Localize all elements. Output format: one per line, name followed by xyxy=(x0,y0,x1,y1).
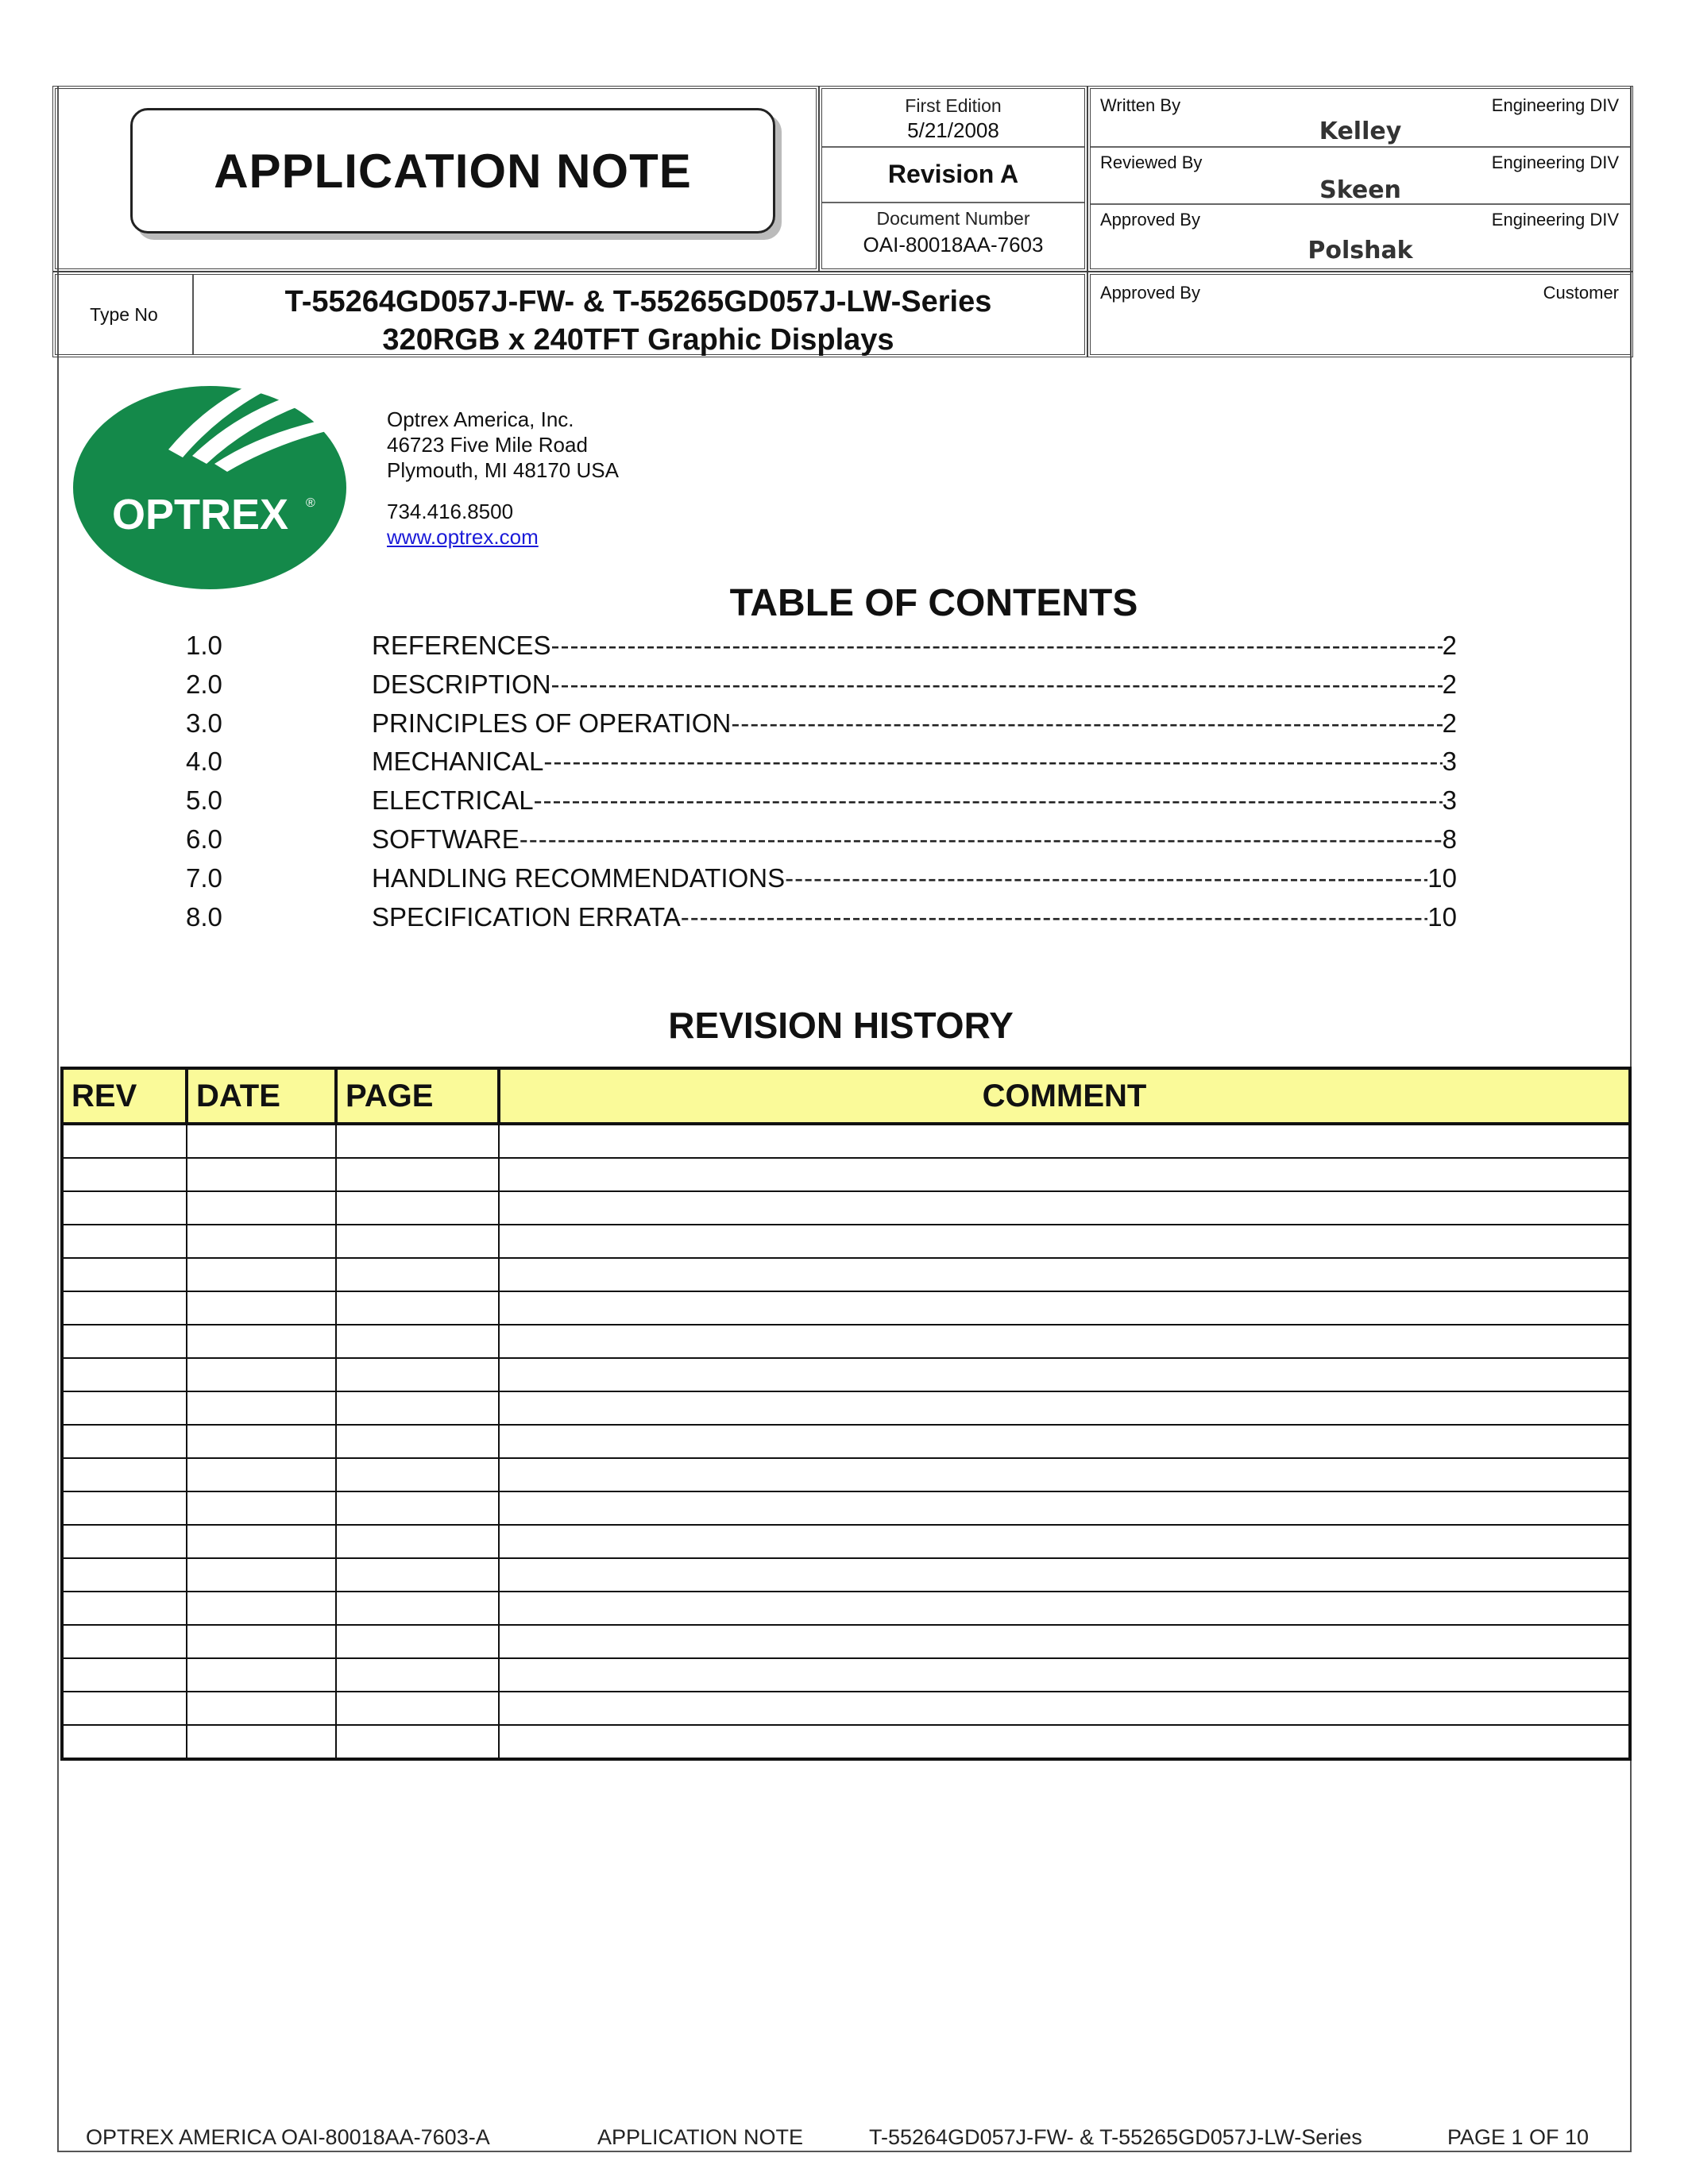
signoff-approved xyxy=(1091,203,1630,268)
optrex-logo-icon xyxy=(73,370,359,592)
revision-cell-rev xyxy=(62,1425,187,1458)
revision-cell-comment xyxy=(499,1658,1630,1692)
revision-row xyxy=(62,1225,1630,1258)
revision-cell-page xyxy=(336,1225,499,1258)
revision-cell-date xyxy=(187,1124,336,1158)
toc-entry-title: PRINCIPLES OF OPERATION xyxy=(372,708,732,738)
signoff-role: Written By xyxy=(1100,95,1181,115)
toc-entry-number: 3.0 xyxy=(186,708,222,738)
revision-cell-date xyxy=(187,1592,336,1625)
revision-cell-page xyxy=(336,1725,499,1759)
revision-cell-page xyxy=(336,1658,499,1692)
toc-entry-page: 8 xyxy=(1442,824,1457,854)
toc-entry-number: 4.0 xyxy=(186,747,222,777)
revision-row xyxy=(62,1658,1630,1692)
toc-entry-page: 2 xyxy=(1442,631,1457,660)
toc-entry[interactable] xyxy=(186,747,1457,785)
toc-entry-page: 2 xyxy=(1442,669,1457,699)
revision-cell-comment xyxy=(499,1258,1630,1291)
revision-cell-comment xyxy=(499,1124,1630,1158)
toc-entry-page: 3 xyxy=(1442,747,1457,777)
revision-cell-rev xyxy=(62,1325,187,1358)
doc-number-label: Document Number xyxy=(876,208,1030,229)
revision-cell-page xyxy=(336,1692,499,1725)
toc-entry-title: MECHANICAL xyxy=(372,747,544,777)
revision-cell-page xyxy=(336,1558,499,1592)
revision-cell-date xyxy=(187,1325,336,1358)
svg-text:®: ® xyxy=(306,496,315,510)
toc-leader-dots xyxy=(543,747,1442,777)
signoff-role: Reviewed By xyxy=(1100,152,1203,172)
title-cell xyxy=(52,86,819,272)
revision-cell-date xyxy=(187,1625,336,1658)
revision-cell-date xyxy=(187,1558,336,1592)
company-street: 46723 Five Mile Road xyxy=(387,433,588,457)
toc-entry[interactable] xyxy=(186,631,1457,669)
toc-entry-line xyxy=(372,863,1457,893)
revision-cell-comment xyxy=(499,1191,1630,1225)
revision-cell-rev xyxy=(62,1491,187,1525)
revision-cell-page xyxy=(336,1124,499,1158)
toc-entry-title: SPECIFICATION ERRATA xyxy=(372,901,681,932)
toc-entry-number: 1.0 xyxy=(186,631,222,660)
revision-row xyxy=(62,1491,1630,1525)
revision-cell-rev xyxy=(62,1658,187,1692)
signoff-div: Engineering DIV xyxy=(1491,152,1619,172)
revision-row xyxy=(62,1124,1630,1158)
revision-cell-rev xyxy=(62,1225,187,1258)
revision-cell-date xyxy=(187,1692,336,1725)
revision-cell-comment xyxy=(499,1725,1630,1759)
revision-cell-rev xyxy=(62,1391,187,1425)
revision-cell-rev xyxy=(62,1358,187,1391)
revision-row xyxy=(62,1191,1630,1225)
revision-cell-date xyxy=(187,1458,336,1491)
revision-cell-date xyxy=(187,1258,336,1291)
revision-cell-date xyxy=(187,1658,336,1692)
revision-cell-comment xyxy=(499,1525,1630,1558)
toc-entry-number: 2.0 xyxy=(186,669,222,699)
revision-cell-date xyxy=(187,1191,336,1225)
revision-cell-rev xyxy=(62,1191,187,1225)
toc-entry-page: 10 xyxy=(1427,862,1457,893)
toc-entry-number: 6.0 xyxy=(186,824,222,854)
revision-row xyxy=(822,146,1084,203)
company-phone: 734.416.8500 xyxy=(387,500,514,523)
logo-text: OPTREX xyxy=(111,491,289,538)
title-box xyxy=(130,108,775,233)
revision-cell-rev xyxy=(62,1692,187,1725)
footer-company: OPTREX AMERICA OAI-80018AA-7603-A xyxy=(86,2125,490,2149)
revision-cell-comment xyxy=(499,1391,1630,1425)
customer-approval-cell xyxy=(1087,272,1633,357)
revision-header-row xyxy=(62,1068,1630,1124)
revision-cell-date xyxy=(187,1525,336,1558)
revision-cell-page xyxy=(336,1625,499,1658)
revision-row xyxy=(62,1725,1630,1759)
toc-entry-line xyxy=(372,747,1457,777)
revision-cell-rev xyxy=(62,1558,187,1592)
revision-cell-comment xyxy=(499,1158,1630,1191)
toc-entry-number: 8.0 xyxy=(186,901,222,932)
revision-row xyxy=(62,1325,1630,1358)
customer-approval xyxy=(1091,275,1630,354)
toc-entry-line xyxy=(372,631,1457,661)
revision-cell-page xyxy=(336,1425,499,1458)
doc-number-row xyxy=(822,202,1084,268)
signoff-name: Polshak xyxy=(1308,237,1413,264)
signoff-reviewed xyxy=(1091,146,1630,205)
toc-entry-line xyxy=(372,708,1457,739)
revision-row xyxy=(62,1692,1630,1725)
document-title: APPLICATION NOTE xyxy=(214,144,692,198)
revision-cell-comment xyxy=(499,1625,1630,1658)
revision-row xyxy=(62,1625,1630,1658)
toc-entry-title: DESCRIPTION xyxy=(372,669,551,699)
customer-approval-div: Customer xyxy=(1543,283,1619,303)
revision-cell-page xyxy=(336,1391,499,1425)
toc-entry-line xyxy=(372,824,1457,855)
toc-leader-dots xyxy=(534,785,1443,816)
toc-entry-number: 7.0 xyxy=(186,862,222,893)
revision-cell-rev xyxy=(62,1725,187,1759)
toc-entry-page: 2 xyxy=(1442,708,1457,738)
revision-row xyxy=(62,1558,1630,1592)
type-number xyxy=(192,283,1084,359)
revision-cell-rev xyxy=(62,1458,187,1491)
toc-entry-title: ELECTRICAL xyxy=(372,785,534,816)
revision-cell-page xyxy=(336,1358,499,1391)
revision-cell-page xyxy=(336,1525,499,1558)
revision-row xyxy=(62,1358,1630,1391)
revision-history-title xyxy=(0,1004,1688,1047)
revision-cell-date xyxy=(187,1725,336,1759)
toc-leader-dots xyxy=(551,631,1443,661)
toc-entry-line xyxy=(372,785,1457,816)
revision-history-heading: REVISION HISTORY xyxy=(668,1005,1014,1046)
type-cell xyxy=(52,272,1087,357)
company-city: Plymouth, MI 48170 USA xyxy=(387,458,619,482)
signoff-name: Skeen xyxy=(1319,176,1401,204)
revision-cell-date xyxy=(187,1391,336,1425)
revision-cell-comment xyxy=(499,1592,1630,1625)
signoff-written xyxy=(1091,89,1630,148)
customer-approval-role: Approved By xyxy=(1100,283,1200,303)
toc-entry[interactable] xyxy=(186,824,1457,863)
signoff-div: Engineering DIV xyxy=(1491,210,1619,230)
toc-entry-title: SOFTWARE xyxy=(372,824,520,854)
revision-cell-rev xyxy=(62,1592,187,1625)
revision-cell-date xyxy=(187,1158,336,1191)
toc-title: TABLE OF CONTENTS xyxy=(729,582,1138,624)
revision-cell-comment xyxy=(499,1325,1630,1358)
revision-cell-date xyxy=(187,1291,336,1325)
first-edition-date: 5/21/2008 xyxy=(907,118,999,142)
footer-series: T-55264GD057J-FW- & T-55265GD057J-LW-Series xyxy=(869,2125,1362,2149)
toc-leader-dots xyxy=(681,902,1428,932)
toc-entry-page: 3 xyxy=(1442,785,1457,816)
revision-row xyxy=(62,1458,1630,1491)
toc-entry[interactable] xyxy=(186,669,1457,708)
revision-cell-rev xyxy=(62,1258,187,1291)
revision-row xyxy=(62,1425,1630,1458)
revision-cell-date xyxy=(187,1358,336,1391)
revision-cell-page xyxy=(336,1258,499,1291)
revision-cell-comment xyxy=(499,1291,1630,1325)
toc-entry[interactable] xyxy=(186,708,1457,747)
toc-entry-line xyxy=(372,902,1457,932)
revision-label: Revision A xyxy=(887,160,1019,188)
revision-cell-page xyxy=(336,1325,499,1358)
column-header-comment: COMMENT xyxy=(499,1068,1630,1124)
revision-cell-comment xyxy=(499,1458,1630,1491)
revision-cell-comment xyxy=(499,1491,1630,1525)
footer-doc-type: APPLICATION NOTE xyxy=(597,2125,804,2149)
column-header-rev: REV xyxy=(62,1068,187,1124)
revision-cell-page xyxy=(336,1458,499,1491)
optrex-logo xyxy=(73,370,359,592)
signoff-role: Approved By xyxy=(1100,210,1200,230)
revision-history-table xyxy=(60,1067,1632,1761)
revision-row xyxy=(62,1291,1630,1325)
toc-entry-number: 5.0 xyxy=(186,785,222,816)
revision-cell-comment xyxy=(499,1425,1630,1458)
signoff-name: Kelley xyxy=(1319,118,1402,145)
column-header-page: PAGE xyxy=(336,1068,499,1124)
signoff-div: Engineering DIV xyxy=(1491,95,1619,115)
revision-row xyxy=(62,1158,1630,1191)
revision-cell-date xyxy=(187,1225,336,1258)
footer-page-number: PAGE 1 OF 10 xyxy=(1447,2125,1590,2149)
revision-row xyxy=(62,1391,1630,1425)
toc-entry[interactable] xyxy=(186,785,1457,824)
revision-cell-rev xyxy=(62,1124,187,1158)
revision-cell-comment xyxy=(499,1358,1630,1391)
column-header-date: DATE xyxy=(187,1068,336,1124)
doc-number: OAI-80018AA-7603 xyxy=(863,233,1044,257)
table-of-contents xyxy=(186,631,1457,940)
revision-row xyxy=(62,1258,1630,1291)
revision-cell-date xyxy=(187,1491,336,1525)
revision-cell-comment xyxy=(499,1558,1630,1592)
type-line-2: 320RGB x 240TFT Graphic Displays xyxy=(382,323,894,357)
revision-cell-page xyxy=(336,1291,499,1325)
type-label: Type No xyxy=(56,275,194,354)
toc-entry-title: HANDLING RECOMMENDATIONS xyxy=(372,862,786,893)
first-edition-label: First Edition xyxy=(905,95,1002,116)
toc-entry-line xyxy=(372,669,1457,700)
company-address xyxy=(387,407,619,550)
toc-entry[interactable] xyxy=(186,902,1457,941)
company-website-link[interactable]: www.optrex.com xyxy=(387,525,539,549)
toc-leader-dots xyxy=(785,863,1427,893)
revision-cell-rev xyxy=(62,1291,187,1325)
edition-cell xyxy=(819,86,1087,272)
edition-row xyxy=(822,89,1084,148)
document-header xyxy=(52,86,1633,357)
signoff-cell xyxy=(1087,86,1633,272)
revision-row xyxy=(62,1592,1630,1625)
revision-row xyxy=(62,1525,1630,1558)
revision-cell-page xyxy=(336,1158,499,1191)
revision-cell-comment xyxy=(499,1692,1630,1725)
revision-cell-page xyxy=(336,1491,499,1525)
type-line-1: T-55264GD057J-FW- & T-55265GD057J-LW-Series xyxy=(284,285,992,318)
toc-entry-page: 10 xyxy=(1427,901,1457,932)
revision-cell-comment xyxy=(499,1225,1630,1258)
revision-cell-rev xyxy=(62,1625,187,1658)
toc-leader-dots xyxy=(551,669,1443,700)
revision-cell-rev xyxy=(62,1158,187,1191)
company-name: Optrex America, Inc. xyxy=(387,407,574,431)
revision-cell-rev xyxy=(62,1525,187,1558)
toc-entry-title: REFERENCES xyxy=(372,631,551,660)
toc-entry[interactable] xyxy=(186,863,1457,902)
toc-leader-dots xyxy=(731,708,1442,739)
revision-cell-date xyxy=(187,1425,336,1458)
revision-cell-page xyxy=(336,1191,499,1225)
revision-cell-page xyxy=(336,1592,499,1625)
toc-leader-dots xyxy=(520,824,1443,855)
